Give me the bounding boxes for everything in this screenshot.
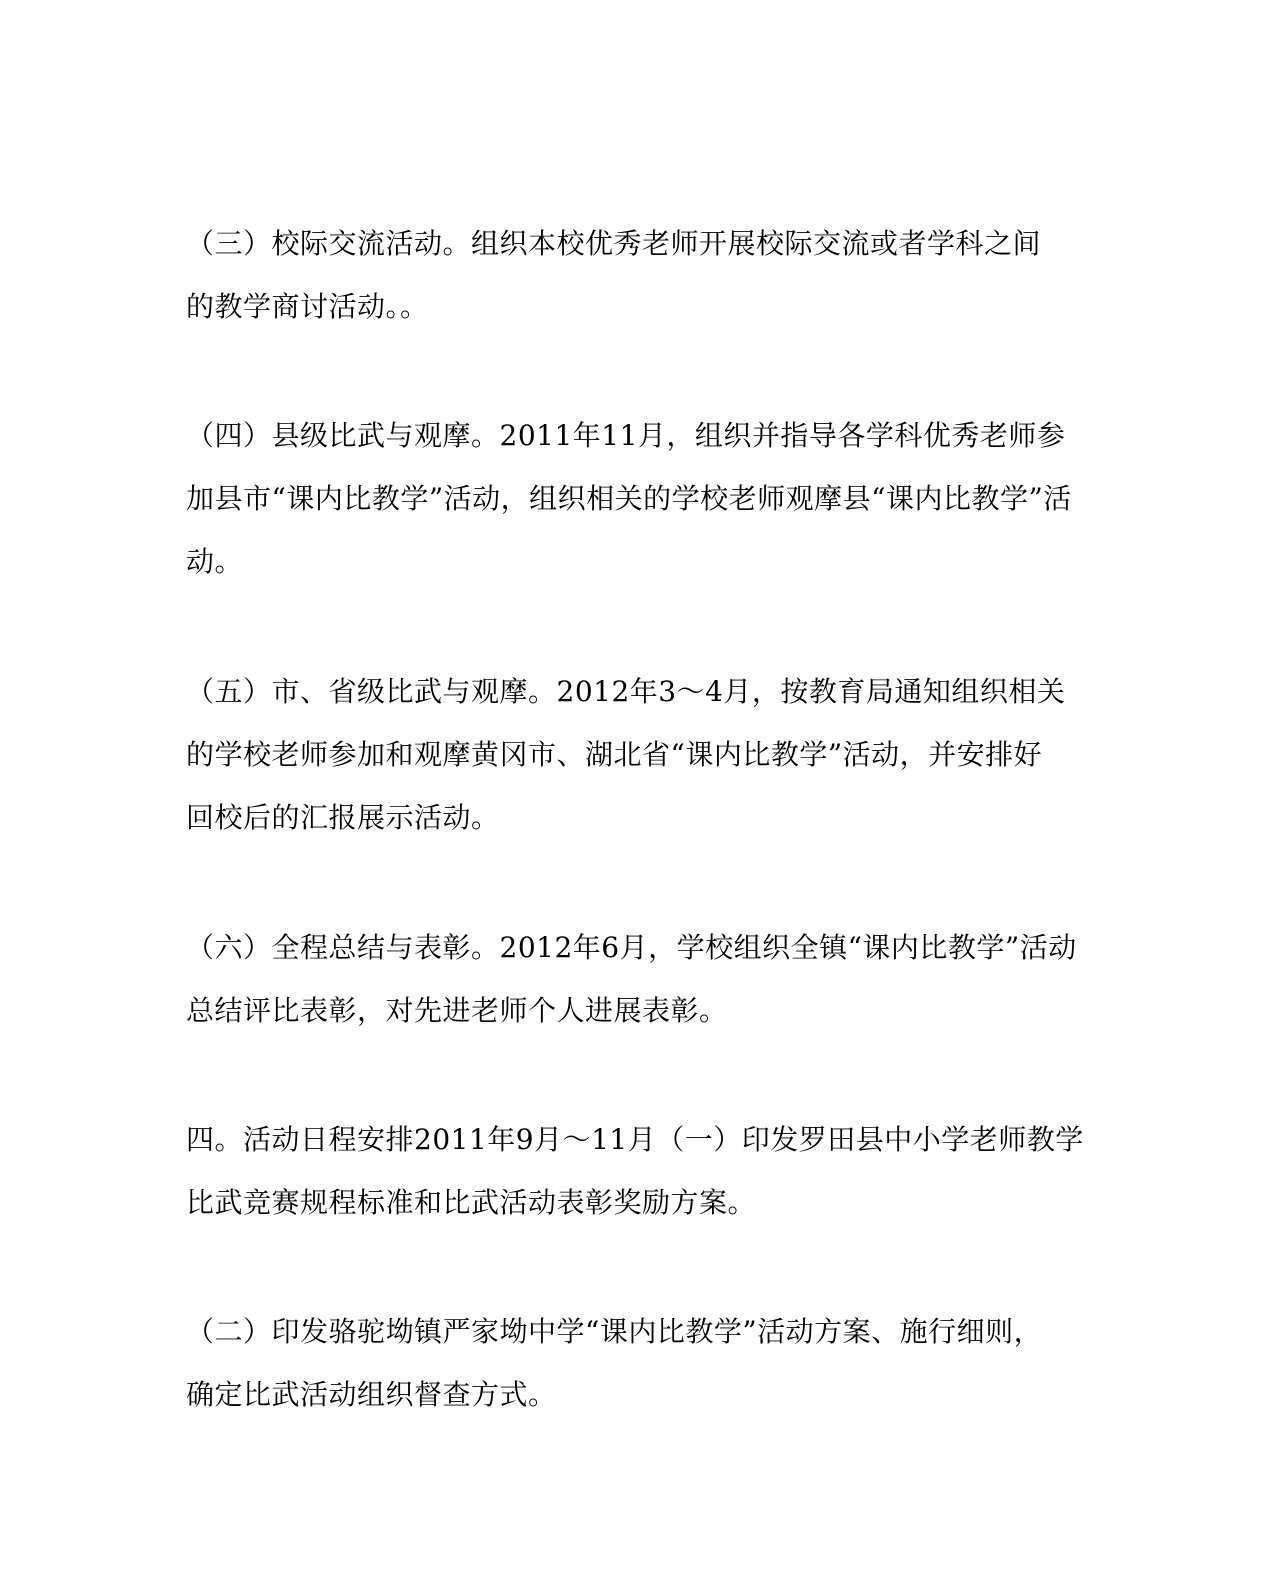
paragraph-schedule (186, 1108, 1084, 1234)
paragraph-2-issue-plan (186, 1300, 1076, 1426)
text-line: 动。 (186, 545, 244, 578)
text-line: （二）印发骆驼坳镇严家坳中学“课内比教学”活动方案、施行细则， (186, 1315, 1043, 1348)
text-line: 确定比武活动组织督查方式。 (186, 1378, 557, 1411)
text-line: （五）市、省级比武与观摩。2012年3～4月，按教育局通知组织相关 (186, 675, 1066, 708)
text-line: （三）校际交流活动。组织本校优秀老师开展校际交流或者学科之间 (186, 227, 1042, 260)
text-line: 的教学商讨活动。。 (186, 290, 429, 323)
text-line: 比武竞赛规程标准和比武活动表彰奖励方案。 (186, 1186, 757, 1219)
text-line: 总结评比表彰，对先进老师个人进展表彰。 (186, 994, 728, 1027)
text-line: （六）全程总结与表彰。2012年6月，学校组织全镇“课内比教学”活动 (186, 931, 1077, 964)
text-line: （四）县级比武与观摩。2011年11月，组织并指导各学科优秀老师参 (186, 419, 1066, 452)
text-line: 的学校老师参加和观摩黄冈市、湖北省“课内比教学”活动，并安排好 (186, 738, 1043, 771)
text-line: 加县市“课内比教学”活动，组织相关的学校老师观摩县“课内比教学”活 (186, 482, 1072, 515)
text-line: 四。活动日程安排2011年9月～11月（一）印发罗田县中小学老师教学 (186, 1123, 1084, 1156)
paragraph-6-summary-awards (186, 916, 1076, 1042)
paragraph-3-inter-school-exchange (186, 212, 1076, 338)
paragraph-5-city-province-competition (186, 660, 1076, 849)
paragraph-4-county-competition (186, 404, 1076, 593)
text-line: 回校后的汇报展示活动。 (186, 801, 500, 834)
